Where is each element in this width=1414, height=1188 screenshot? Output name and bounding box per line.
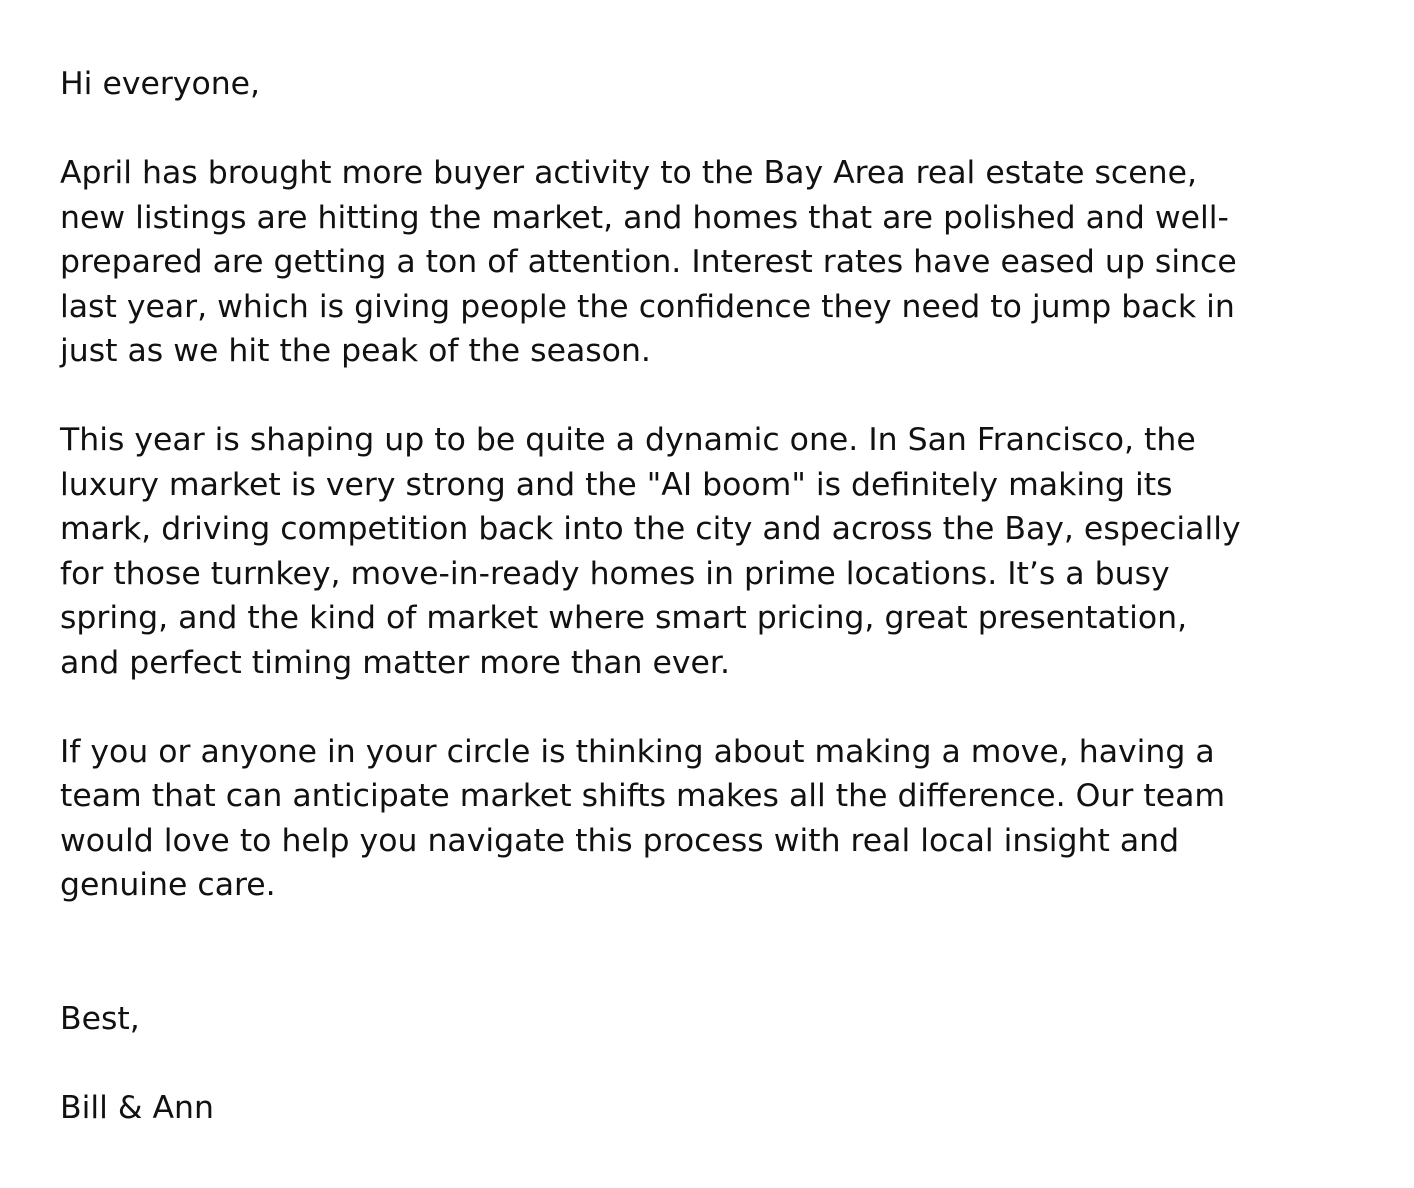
paragraph-line: just as we hit the peak of the season. <box>60 333 651 369</box>
paragraph-line: mark, driving competition back into the city and across the Bay, especially <box>60 511 1241 547</box>
paragraph-call-to-action <box>60 730 1350 908</box>
paragraph-line: last year, which is giving people the confidence they need to jump back in <box>60 288 1235 325</box>
paragraph-line: and perfect timing matter more than ever. <box>60 644 730 681</box>
paragraph-line: team that can anticipate market shifts makes all the difference. Our team <box>60 778 1226 814</box>
paragraph-line: prepared are getting a ton of attention. Interest rates have eased up since <box>60 244 1237 280</box>
greeting: Hi everyone, <box>60 66 261 102</box>
email-body <box>60 62 1350 1130</box>
paragraph-market-outlook <box>60 418 1350 685</box>
paragraph-line: luxury market is very strong and the "AI boom" is definitely making its <box>60 466 1173 503</box>
paragraph-line: new listings are hitting the market, and homes that are polished and well- <box>60 199 1229 236</box>
paragraph-line: spring, and the kind of market where smart pricing, great presentation, <box>60 600 1188 636</box>
closing: Best, <box>60 1000 140 1037</box>
paragraph-line: for those turnkey, move-in-ready homes in prime locations. It’s a busy <box>60 555 1170 592</box>
paragraph-market-activity <box>60 151 1350 374</box>
paragraph-line: would love to help you navigate this process with real local insight and <box>60 822 1180 859</box>
paragraph-line: genuine care. <box>60 867 276 903</box>
paragraph-line: This year is shaping up to be quite a dynamic one. In San Francisco, the <box>60 422 1196 458</box>
signature: Bill & Ann <box>60 1089 214 1126</box>
paragraph-line: April has brought more buyer activity to the Bay Area real estate scene, <box>60 155 1197 191</box>
paragraph-line: If you or anyone in your circle is thinking about making a move, having a <box>60 733 1215 770</box>
